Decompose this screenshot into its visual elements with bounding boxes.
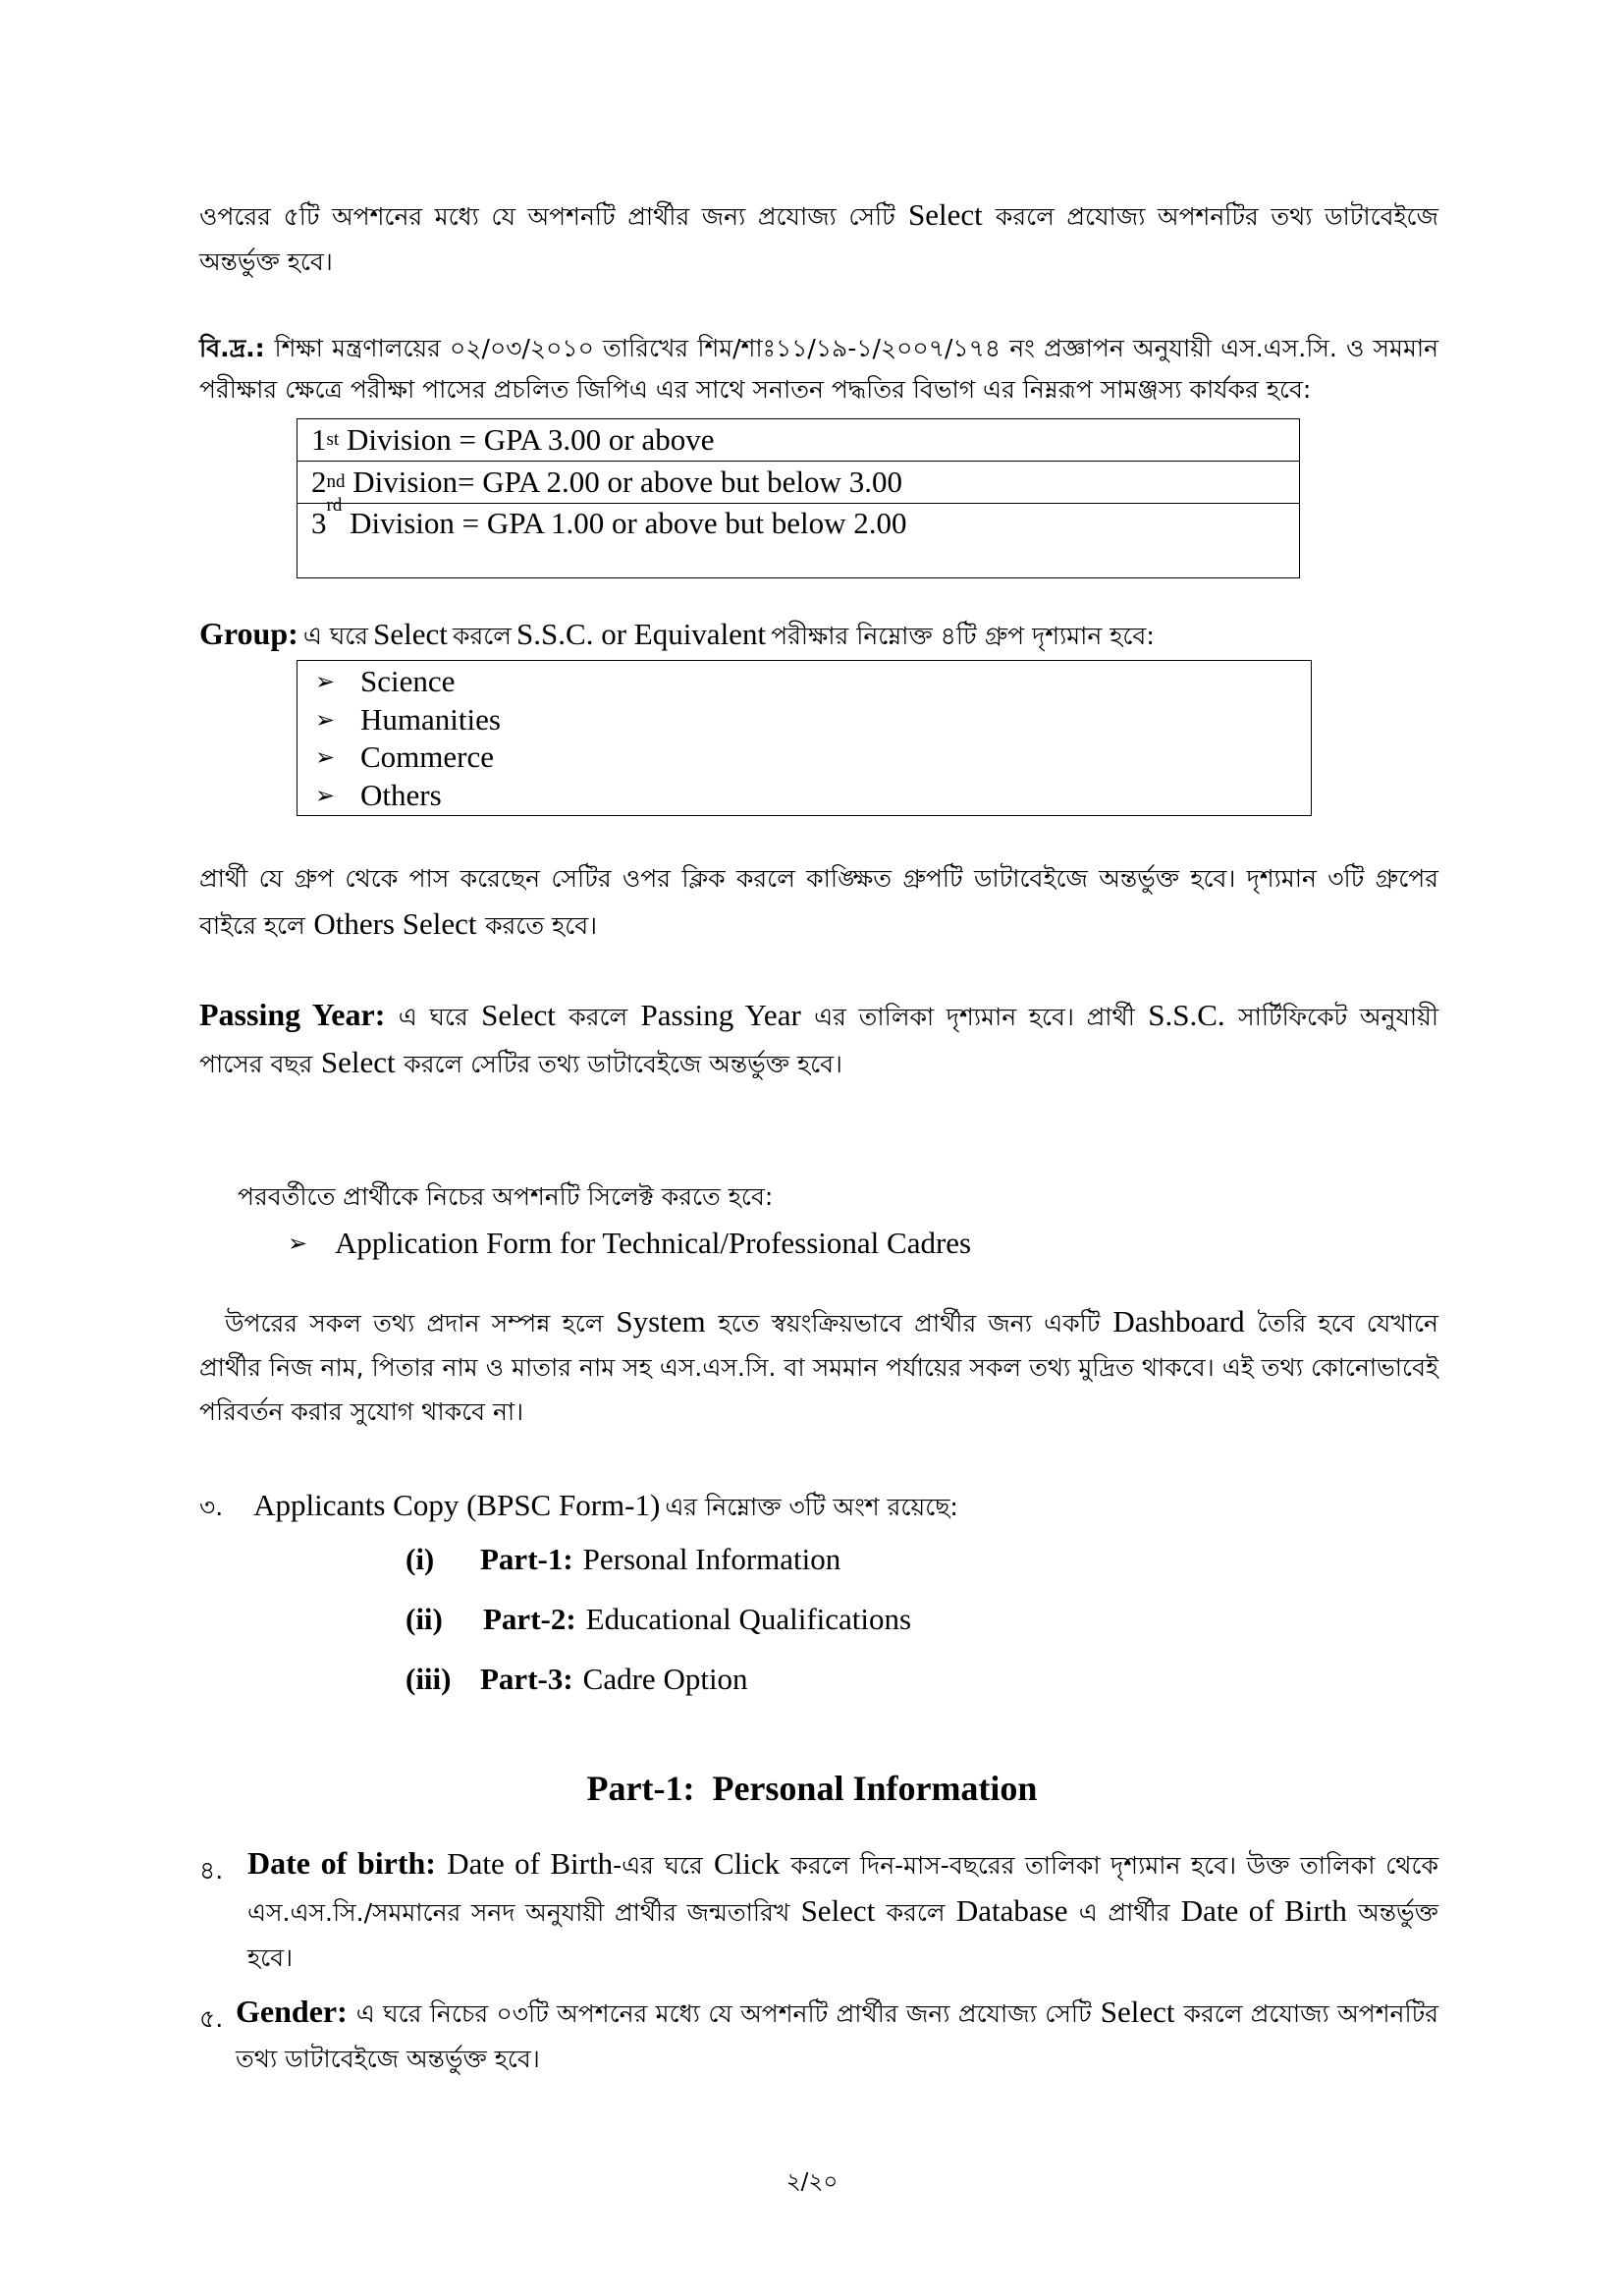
part-list-item [406,1662,748,1697]
division-row: 1 st Division = GPA 3.00 or above [298,419,1299,462]
arrow-bullet-icon: ➢ [315,668,336,695]
arrow-bullet-icon: ➢ [315,781,336,809]
dashboard-term: Dashboard [1112,1304,1245,1339]
item-4-select: Select [800,1893,876,1928]
item-4-paragraph [247,1840,1438,1981]
item-4-database: Database [955,1893,1068,1928]
group-after-text-2: করতে হবে। [485,911,598,940]
note-text: শিক্ষা মন্ত্রণালয়ের ০২/০৩/২০১০ তারিখের শিম/শাঃ১১/১৯-১/২০০৭/১৭৪ নং প্রজ্ঞাপন অনুযায়ী এস.এস.সি. ও সমমান পরীক্ষার ক্ষেত্রে পরীক্ষা পাসের প্রচলিত জিপিএ এর সাথে সনাতন পদ্ধতির বিভাগ এর নিম্নরূপ সামঞ্জস্য কার্যকর হবে: [199,334,1438,404]
item-4-dob: Date of Birth [1180,1893,1347,1928]
item-5-text-2: করলে প্রযোজ্য অপশনটির তথ্য ডাটাবেইজে অন্তর্ভুক্ত হবে। [236,1999,1438,2073]
passing-year-select: Select [481,998,556,1032]
group-list [297,660,1312,816]
group-select: Select [373,617,448,651]
passing-year-label: Passing Year: [199,997,386,1032]
part-text: Educational Qualifications [585,1602,912,1636]
division-ordinal: 1 [311,422,327,457]
part-text: Cadre Option [582,1662,748,1696]
intro-paragraph [199,192,1438,285]
section-3-text: এর নিম্নোক্ত ৩টি অংশ রয়েছে: [665,1493,958,1521]
next-option-label: Application Form for Technical/Professional Cadres [335,1226,972,1260]
group-after-paragraph [199,856,1438,949]
division-row: 2 nd Division= GPA 2.00 or above but below 3.00 [298,462,1299,504]
list-item [315,777,1311,815]
arrow-bullet-icon: ➢ [288,1230,308,1257]
item-5-label: Gender: [236,1994,348,2029]
passing-year-select-2: Select [320,1045,396,1079]
passing-year-text-1: এ ঘরে [398,1003,468,1031]
page-number: ২/২০ [785,2169,839,2195]
division-ordinal: 3 [311,506,327,540]
item-4-text-4: এ প্রার্থীর [1078,1898,1170,1927]
part-label: Part-3: [480,1662,573,1696]
group-text-1: এ ঘরে [302,622,369,650]
section-number: ৩. [199,1493,224,1521]
item-4-text-2: করলে দিন-মাস-বছরের তালিকা দৃশ্যমান হবে। উক্ত তালিকা থেকে এস.এস.সি./সমমানের সনদ অনুযায়ী প্রার্থীর জন্মতারিখ [247,1851,1439,1927]
item-5-text-1: এ ঘরে নিচের ০৩টি অপশনের মধ্যে যে অপশনটি প্রার্থীর জন্য প্রযোজ্য সেটি [355,1999,1092,2028]
passing-year-paragraph [199,992,1438,1087]
group-paragraph [199,609,1438,664]
note-label: বি.দ্র.: [199,334,265,362]
part-roman: (i) [406,1542,435,1576]
passing-year-text-5: করলে সেটির তথ্য ডাটাবেইজে অন্তর্ভুক্ত হবে। [404,1050,842,1078]
group-after-others: Others Select [313,906,477,941]
item-4-number: ৪. [199,1856,224,1885]
section-3-title: Applicants Copy (BPSC Form-1) [253,1488,661,1522]
part-list-item [406,1602,911,1637]
arrow-bullet-icon: ➢ [315,743,336,771]
part-label: Part-1: [480,1542,573,1576]
group-item-label: Commerce [360,739,495,774]
item-4-click: Click [713,1846,781,1881]
dashboard-text-1: উপরের সকল তথ্য প্রদান সম্পন্ন হলে [225,1309,604,1338]
division-text: Division= GPA 2.00 or above but below 3.00 [345,465,902,499]
item-4-label: Date of birth: [247,1845,436,1881]
arrow-bullet-icon: ➢ [315,705,336,734]
part-list-item [406,1542,840,1577]
item-4-text-5: অন্তর্ভুক্ত হবে। [247,1898,1438,1972]
item-5-number: ৫. [199,2004,224,2033]
item-5-paragraph [236,1989,1438,2082]
intro-text-2: করলে প্রযোজ্য অপশনটির তথ্য ডাটাবেইজে অন্তর্ভুক্ত হবে। [199,202,1438,276]
passing-year-text-2: করলে [568,1003,628,1031]
item-5-select: Select [1100,1995,1175,2029]
group-text-3: পরীক্ষার নিম্নোক্ত ৪টি গ্রুপ দৃশ্যমান হবে: [771,622,1155,650]
passing-year-text-4: সার্টিফিকেট অনুযায়ী পাসের বছর [199,1003,1439,1078]
next-option-item [288,1222,971,1265]
part-label: Part-2: [483,1602,576,1636]
group-text-2: করলে [453,622,512,650]
dashboard-text-3: তৈরি হবে যেখানে প্রার্থীর নিজ নাম, পিতার নাম ও মাতার নাম সহ এস.এস.সি. বা সমমান পর্যায়ের সকল তথ্য মুদ্রিত থাকবে। এই তথ্য কোনোভাবেই পরিবর্তন করার সুযোগ থাকবে না। [199,1309,1438,1426]
note-paragraph [199,328,1438,410]
group-after-text-1: প্রার্থী যে গ্রুপ থেকে পাস করেছেন সেটির ওপর ক্লিক করলে কাঙ্ক্ষিত গ্রুপটি ডাটাবেইজে অন্তর্ভুক্ত হবে। দৃশ্যমান ৩টি গ্রুপের বাইরে হলে [199,864,1438,940]
list-item [315,701,1311,739]
part-text: Personal Information [582,1542,841,1576]
intro-select: Select [907,197,983,232]
dashboard-system: System [616,1304,706,1339]
part-1-heading: Part-1: Personal Information [586,1769,1038,1808]
division-table [297,418,1300,578]
group-ssc: S.S.C. or Equivalent [516,617,767,651]
division-text: Division = GPA 3.00 or above [339,422,715,457]
passing-year-text-3: এর তালিকা দৃশ্যমান হবে। প্রার্থী [814,1003,1135,1031]
group-item-label: Science [360,664,456,698]
division-text: Division = GPA 1.00 or above but below 2.00 [342,506,907,540]
intro-text-1: ওপরের ৫টি অপশনের মধ্যে যে অপশনটি প্রার্থীর জন্য প্রযোজ্য সেটি [199,202,895,231]
dashboard-text-2: হতে স্বয়ংক্রিয়ভাবে প্রার্থীর জন্য একটি [718,1309,1101,1338]
next-option-text: পরবর্তীতে প্রার্থীকে নিচের অপশনটি সিলেক্ট করতে হবে: [238,1182,774,1211]
item-4-term-1: Date of Birth [447,1846,614,1881]
division-row: 3 rd Division = GPA 1.00 or above but below 2.00 [311,495,907,540]
group-item-label: Humanities [360,701,501,737]
group-item-label: Others [360,777,442,812]
passing-year-term: Passing Year [640,998,801,1032]
list-item [315,738,1311,777]
list-item [315,663,1311,701]
passing-year-ssc: S.S.C. [1148,998,1225,1032]
item-4-text-1: -এর ঘরে [613,1851,703,1880]
part-roman: (ii) [406,1602,443,1636]
section-3 [199,1483,958,1533]
division-ordinal: 2 [311,465,327,499]
group-label: Group: [199,616,298,651]
dashboard-paragraph [199,1299,1438,1434]
part-roman: (iii) [406,1662,452,1696]
item-4-text-3: করলে [886,1898,946,1927]
